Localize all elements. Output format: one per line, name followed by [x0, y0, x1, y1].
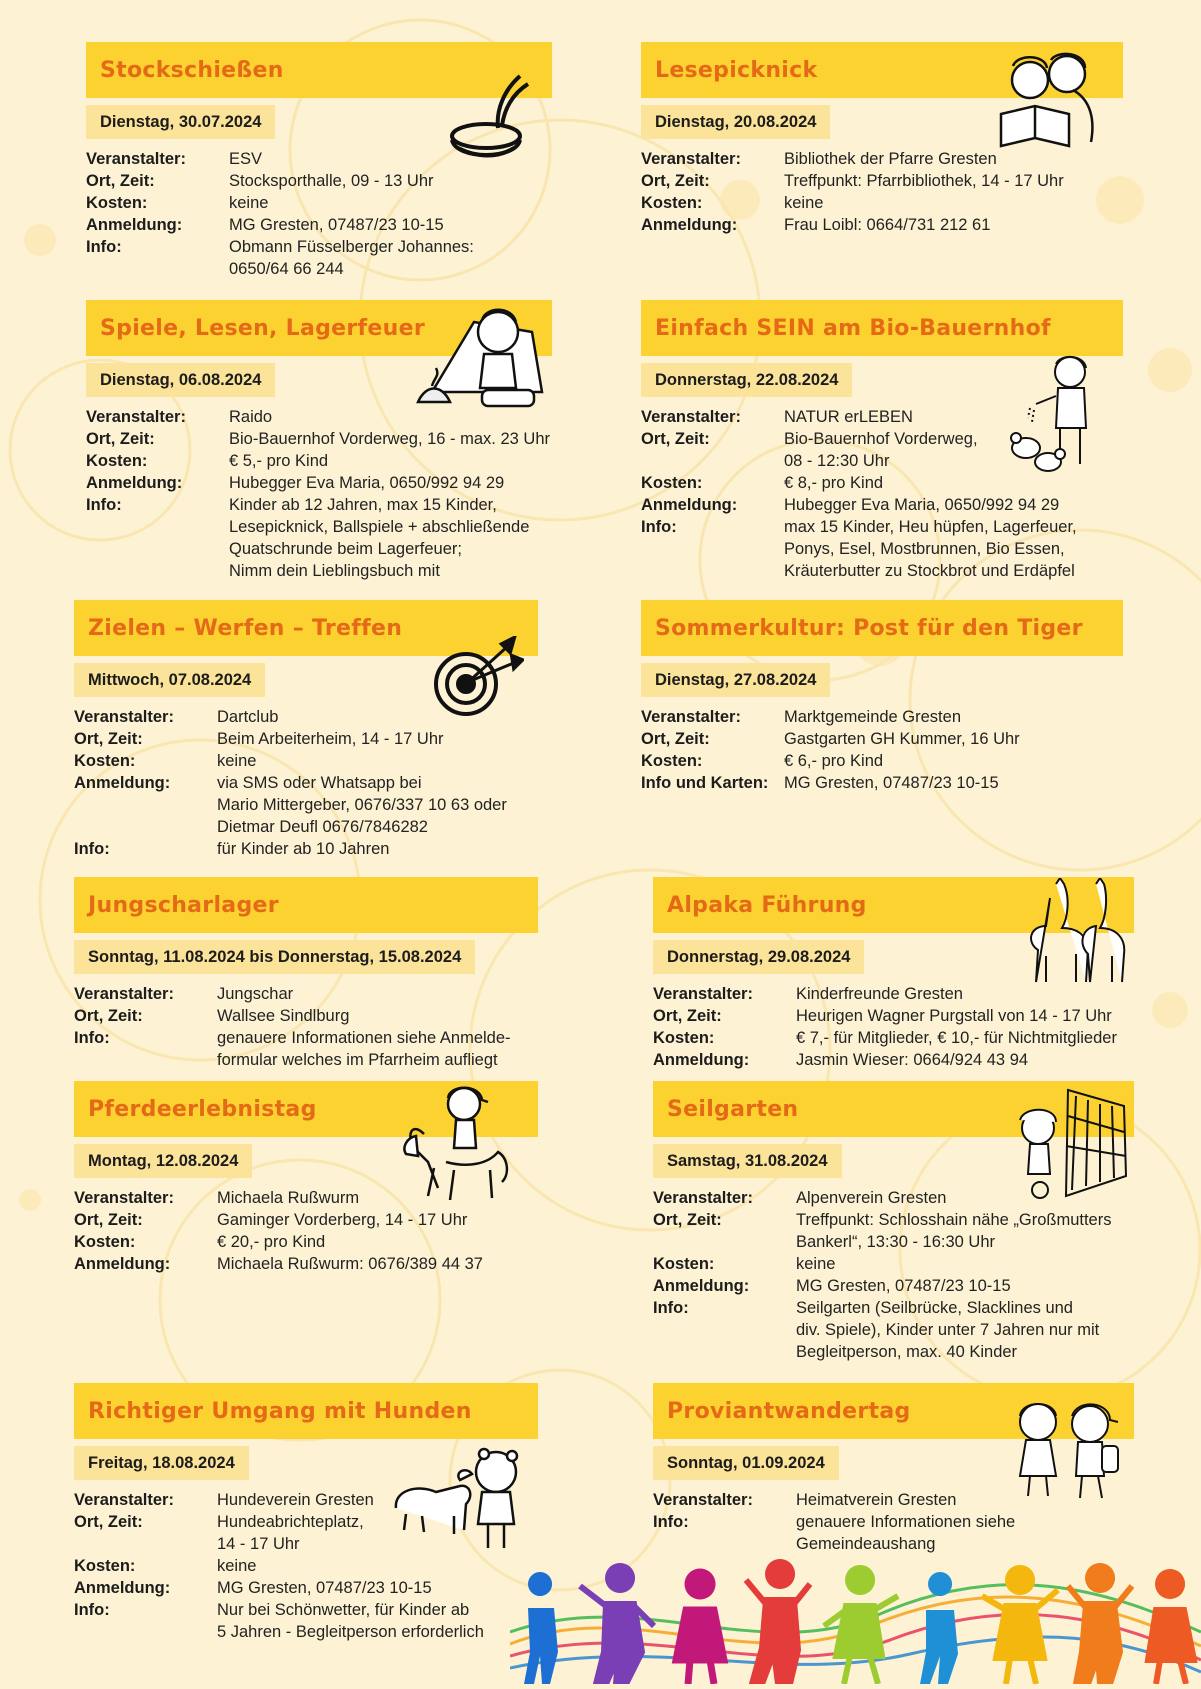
detail-row	[86, 450, 552, 472]
detail-value: Kinderfreunde Gresten	[796, 985, 963, 1003]
detail-row	[86, 494, 552, 582]
detail-label: Veranstalter:	[653, 1491, 753, 1509]
detail-value: Hundeabrichteplatz, 14 - 17 Uhr	[217, 1513, 364, 1553]
rope-climbing-kid-icon	[1006, 1086, 1130, 1204]
event-date: Donnerstag, 29.08.2024	[653, 940, 864, 974]
detail-value: keine	[784, 194, 824, 212]
detail-label: Kosten:	[86, 452, 148, 470]
event-details	[86, 148, 552, 280]
detail-row	[641, 516, 1123, 582]
detail-label: Veranstalter:	[74, 1189, 174, 1207]
detail-label: Ort, Zeit:	[653, 1211, 722, 1229]
dancing-children-silhouettes-icon	[510, 1556, 1201, 1684]
detail-value: Gastgarten GH Kummer, 16 Uhr	[784, 730, 1020, 748]
detail-value: Stocksporthalle, 09 - 13 Uhr	[229, 172, 434, 190]
detail-value: Beim Arbeiterheim, 14 - 17 Uhr	[217, 730, 444, 748]
event-details	[641, 148, 1123, 236]
detail-row	[653, 1049, 1134, 1071]
detail-value: Bio-Bauernhof Vorderweg, 08 - 12:30 Uhr	[784, 430, 978, 470]
event-details	[641, 706, 1123, 794]
detail-label: Veranstalter:	[86, 150, 186, 168]
detail-value: Bio-Bauernhof Vorderweg, 16 - max. 23 Uhr	[229, 430, 551, 448]
event-card-sommerkultur	[641, 600, 1123, 794]
detail-row	[74, 1027, 538, 1071]
detail-value: Nur bei Schönwetter, für Kinder ab 5 Jahren - Begleitperson erforderlich	[217, 1601, 484, 1641]
detail-label: Info:	[86, 238, 122, 256]
detail-value: Wallsee Sindlburg	[217, 1007, 350, 1025]
detail-label: Veranstalter:	[74, 985, 174, 1003]
campfire-boy-icon	[412, 302, 552, 420]
detail-value: Heimatverein Gresten	[796, 1491, 957, 1509]
detail-label: Ort, Zeit:	[653, 1007, 722, 1025]
detail-label: Kosten:	[74, 752, 136, 770]
detail-label: Anmeldung:	[74, 1579, 171, 1597]
event-date: Dienstag, 27.08.2024	[641, 663, 830, 697]
event-date: Montag, 12.08.2024	[74, 1144, 252, 1178]
detail-value: Dartclub	[217, 708, 279, 726]
event-title: Spiele, Lesen, Lagerfeuer	[100, 315, 425, 341]
detail-label: Ort, Zeit:	[74, 1211, 143, 1229]
detail-row	[653, 1253, 1134, 1275]
detail-row	[641, 170, 1123, 192]
detail-label: Veranstalter:	[653, 985, 753, 1003]
detail-row	[74, 1253, 538, 1275]
hiking-kids-icon	[1006, 1396, 1124, 1506]
event-date: Dienstag, 20.08.2024	[641, 105, 830, 139]
detail-label: Anmeldung:	[86, 474, 183, 492]
detail-row	[653, 1297, 1134, 1363]
event-title-bar	[74, 877, 538, 933]
detail-row	[641, 706, 1123, 728]
detail-row	[74, 1231, 538, 1253]
detail-value: NATUR erLEBEN	[784, 408, 913, 426]
event-title-bar	[641, 300, 1123, 356]
girl-with-dog-icon	[388, 1444, 530, 1556]
detail-row	[86, 236, 552, 280]
curling-stone-icon	[448, 70, 534, 166]
detail-value: Hubegger Eva Maria, 0650/992 94 29	[229, 474, 505, 492]
detail-value: keine	[217, 752, 257, 770]
detail-row	[86, 214, 552, 236]
detail-value: max 15 Kinder, Heu hüpfen, Lagerfeuer, Ponys, Esel, Mostbrunnen, Bio Essen, Kräuterbutter zu Stockbrot und Erdäpfel	[784, 518, 1077, 580]
detail-label: Anmeldung:	[653, 1277, 750, 1295]
event-details	[74, 983, 538, 1071]
event-title: Proviantwandertag	[667, 1398, 911, 1424]
detail-label: Veranstalter:	[641, 150, 741, 168]
event-date: Donnerstag, 22.08.2024	[641, 363, 852, 397]
detail-row	[74, 983, 538, 1005]
detail-row	[74, 1577, 538, 1599]
detail-label: Kosten:	[653, 1255, 715, 1273]
detail-label: Veranstalter:	[641, 708, 741, 726]
detail-label: Ort, Zeit:	[641, 172, 710, 190]
event-title-bar	[74, 1383, 538, 1439]
detail-row	[74, 1599, 538, 1643]
event-title: Lesepicknick	[655, 57, 818, 83]
detail-value: MG Gresten, 07487/23 10-15	[229, 216, 444, 234]
detail-row	[653, 1275, 1134, 1297]
detail-value: Michaela Rußwurm	[217, 1189, 360, 1207]
event-title: Zielen – Werfen – Treffen	[88, 615, 403, 641]
detail-label: Veranstalter:	[74, 1491, 174, 1509]
detail-label: Ort, Zeit:	[641, 430, 710, 448]
event-date: Dienstag, 30.07.2024	[86, 105, 275, 139]
detail-label: Ort, Zeit:	[86, 430, 155, 448]
detail-row	[653, 1027, 1134, 1049]
event-date: Dienstag, 06.08.2024	[86, 363, 275, 397]
detail-value: Michaela Rußwurm: 0676/389 44 37	[217, 1255, 483, 1273]
event-date: Mittwoch, 07.08.2024	[74, 663, 265, 697]
event-details	[653, 983, 1134, 1071]
event-details	[86, 406, 552, 582]
event-title: Einfach SEIN am Bio-Bauernhof	[655, 315, 1051, 341]
event-title: Richtiger Umgang mit Hunden	[88, 1398, 472, 1424]
girl-on-horse-icon	[398, 1078, 516, 1208]
detail-label: Info:	[641, 518, 677, 536]
detail-row	[74, 1555, 538, 1577]
detail-value: Jasmin Wieser: 0664/924 43 94	[796, 1051, 1029, 1069]
detail-value: MG Gresten, 07487/23 10-15	[217, 1579, 432, 1597]
detail-label: Ort, Zeit:	[74, 1513, 143, 1531]
detail-label: Info:	[653, 1513, 689, 1531]
detail-label: Kosten:	[86, 194, 148, 212]
detail-value: keine	[229, 194, 269, 212]
detail-value: keine	[796, 1255, 836, 1273]
detail-label: Info:	[86, 496, 122, 514]
detail-row	[74, 838, 538, 860]
event-details	[74, 706, 538, 860]
detail-label: Ort, Zeit:	[86, 172, 155, 190]
detail-label: Anmeldung:	[641, 216, 738, 234]
detail-label: Kosten:	[641, 194, 703, 212]
detail-value: genauere Informationen siehe Anmelde- formular welches im Pfarrheim aufliegt	[217, 1029, 511, 1069]
event-title: Stockschießen	[100, 57, 284, 83]
detail-value: € 5,- pro Kind	[229, 452, 329, 470]
detail-row	[74, 772, 538, 838]
detail-label: Anmeldung:	[86, 216, 183, 234]
detail-label: Info:	[74, 1029, 110, 1047]
detail-row	[86, 428, 552, 450]
event-date: Sonntag, 01.09.2024	[653, 1446, 839, 1480]
detail-value: Treffpunkt: Schlosshain nähe „Großmutters Bankerl“, 13:30 - 16:30 Uhr	[796, 1211, 1112, 1251]
boy-feeding-chickens-icon	[1008, 352, 1116, 480]
detail-value: Seilgarten (Seilbrücke, Slacklines und div. Spiele), Kinder unter 7 Jahren nur mit Begleitperson, max. 40 Kinder	[796, 1299, 1100, 1361]
event-date: Samstag, 31.08.2024	[653, 1144, 842, 1178]
detail-label: Veranstalter:	[74, 708, 174, 726]
detail-value: Hubegger Eva Maria, 0650/992 94 29	[784, 496, 1060, 514]
detail-value: Kinder ab 12 Jahren, max 15 Kinder, Lesepicknick, Ballspiele + abschließende Quatschrunde beim Lagerfeuer; Nimm dein Lieblingsbuch mit	[229, 496, 530, 580]
detail-value: Hundeverein Gresten	[217, 1491, 374, 1509]
detail-value: € 7,- für Mitglieder, € 10,- für Nichtmitglieder	[796, 1029, 1117, 1047]
alpacas-icon	[1016, 878, 1132, 988]
detail-value: € 8,- pro Kind	[784, 474, 884, 492]
detail-value: Obmann Füsselberger Johannes: 0650/64 66 244	[229, 238, 474, 278]
detail-label: Info und Karten:	[641, 774, 769, 792]
detail-row	[74, 728, 538, 750]
detail-row	[86, 170, 552, 192]
detail-label: Kosten:	[641, 752, 703, 770]
detail-row	[641, 192, 1123, 214]
detail-value: Alpenverein Gresten	[796, 1189, 947, 1207]
detail-label: Ort, Zeit:	[74, 1007, 143, 1025]
detail-row	[653, 1005, 1134, 1027]
detail-label: Ort, Zeit:	[641, 730, 710, 748]
detail-label: Anmeldung:	[74, 774, 171, 792]
detail-row	[641, 750, 1123, 772]
detail-value: Bibliothek der Pfarre Gresten	[784, 150, 997, 168]
detail-row	[641, 728, 1123, 750]
detail-label: Info:	[74, 1601, 110, 1619]
detail-value: Frau Loibl: 0664/731 212 61	[784, 216, 991, 234]
detail-row	[86, 472, 552, 494]
children-reading-icon	[995, 50, 1100, 150]
detail-row	[653, 1209, 1134, 1253]
event-title: Alpaka Führung	[667, 892, 867, 918]
detail-value: ESV	[229, 150, 263, 168]
detail-value: € 20,- pro Kind	[217, 1233, 326, 1251]
detail-row	[641, 148, 1123, 170]
detail-value: für Kinder ab 10 Jahren	[217, 840, 390, 858]
event-details	[653, 1187, 1134, 1363]
event-title: Sommerkultur: Post für den Tiger	[655, 615, 1083, 641]
detail-label: Kosten:	[641, 474, 703, 492]
event-date: Sonntag, 11.08.2024 bis Donnerstag, 15.08.2024	[74, 940, 475, 974]
detail-label: Veranstalter:	[641, 408, 741, 426]
detail-row	[74, 1209, 538, 1231]
detail-label: Anmeldung:	[653, 1051, 750, 1069]
detail-label: Info:	[653, 1299, 689, 1317]
detail-value: Raido	[229, 408, 273, 426]
detail-label: Kosten:	[653, 1029, 715, 1047]
detail-value: keine	[217, 1557, 257, 1575]
detail-row	[653, 1511, 1134, 1555]
detail-label: Kosten:	[74, 1233, 136, 1251]
detail-label: Veranstalter:	[86, 408, 186, 426]
event-date: Freitag, 18.08.2024	[74, 1446, 249, 1480]
detail-value: MG Gresten, 07487/23 10-15	[796, 1277, 1011, 1295]
detail-value: via SMS oder Whatsapp bei Mario Mittergeber, 0676/337 10 63 oder Dietmar Deufl 0676/7846282	[217, 774, 507, 836]
detail-label: Anmeldung:	[74, 1255, 171, 1273]
detail-row	[86, 192, 552, 214]
detail-value: MG Gresten, 07487/23 10-15	[784, 774, 999, 792]
detail-row	[74, 750, 538, 772]
detail-value: Gaminger Vorderberg, 14 - 17 Uhr	[217, 1211, 468, 1229]
event-card-jungscharlager	[74, 877, 538, 1071]
detail-label: Kosten:	[74, 1557, 136, 1575]
dartboard-icon	[432, 636, 524, 718]
detail-row	[641, 772, 1123, 794]
event-title: Jungscharlager	[88, 892, 279, 918]
detail-row	[74, 1005, 538, 1027]
detail-value: Treffpunkt: Pfarrbibliothek, 14 - 17 Uhr	[784, 172, 1064, 190]
detail-value: Jungschar	[217, 985, 294, 1003]
detail-label: Veranstalter:	[653, 1189, 753, 1207]
event-title-bar	[641, 600, 1123, 656]
detail-label: Anmeldung:	[641, 496, 738, 514]
detail-label: Info:	[74, 840, 110, 858]
detail-value: Heurigen Wagner Purgstall von 14 - 17 Uhr	[796, 1007, 1112, 1025]
detail-value: genauere Informationen siehe Gemeindeaushang	[796, 1513, 1016, 1553]
event-title: Pferdeerlebnistag	[88, 1096, 317, 1122]
event-title: Seilgarten	[667, 1096, 799, 1122]
detail-value: Marktgemeinde Gresten	[784, 708, 961, 726]
detail-row	[641, 494, 1123, 516]
detail-value: € 6,- pro Kind	[784, 752, 884, 770]
detail-label: Ort, Zeit:	[74, 730, 143, 748]
detail-row	[641, 214, 1123, 236]
